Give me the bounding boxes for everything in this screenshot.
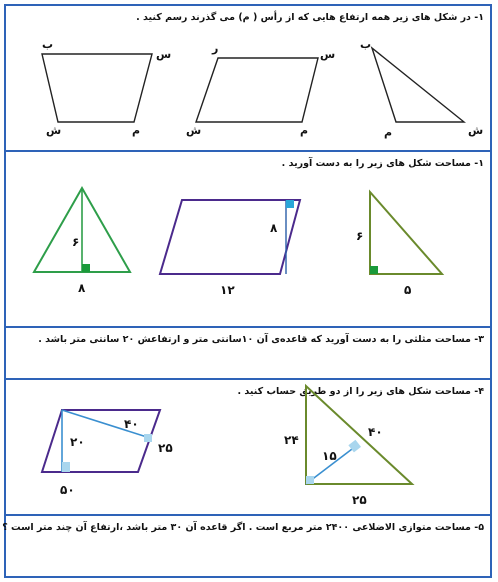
question-5-text: ۵- مساحت متوازی الاضلاعی ۲۴۰۰ متر مربع است . اگر قاعده آن ۳۰ متر باشد ،ارتفاع آن چند متر است ؟ (2, 522, 484, 533)
trapezoid-label-top-right: س (156, 48, 172, 61)
triangle-base-value-label: ۲۵ (352, 493, 367, 507)
trapezoid-label-bottom-left: ش (46, 124, 62, 137)
parallelogram-shape (196, 58, 318, 122)
triangle-corner-mark (306, 476, 314, 484)
right-triangle-base-label: ۵ (404, 283, 412, 297)
triangle-hypotenuse-label: ۴۰ (368, 425, 383, 439)
trapezoid-label-bottom-right: م (132, 124, 141, 137)
section-1 (6, 6, 490, 150)
parallelogram-label-top-right: س (320, 48, 336, 61)
triangle-label-bottom-left: م (384, 126, 393, 139)
obtuse-triangle-shape (372, 48, 464, 122)
parallelogram-diagonal-shape (42, 410, 160, 472)
triangle-base-label: ۸ (78, 281, 86, 295)
triangle-label-top: ب (360, 38, 372, 51)
parallelogram-diagonal-mark (144, 434, 152, 442)
question-2-text: ۱- مساحت شکل های زیر را به دست آورید . (281, 158, 484, 169)
triangle-label-bottom-right: ش (468, 124, 484, 137)
section-2-figures (6, 152, 490, 326)
parallelogram-label-top-left: ر (212, 42, 219, 55)
parallelogram-diagonal-label: ۴۰ (124, 417, 139, 431)
parallelogram-height-label: ۸ (270, 221, 278, 235)
triangle-right-angle-mark (82, 264, 90, 272)
section-4-figures (6, 380, 490, 514)
parallelogram-right-angle-mark (286, 200, 294, 208)
worksheet (4, 4, 492, 578)
right-triangle-height-label: ۶ (356, 229, 364, 243)
right-triangle-right-angle-mark (370, 266, 378, 274)
parallelogram-label-bottom-left: ش (186, 124, 202, 137)
section-1-figures (6, 6, 490, 150)
triangle-altitude-shape (306, 386, 412, 484)
parallelogram-base-label: ۱۲ (220, 283, 235, 297)
trapezoid-shape (42, 54, 152, 122)
section-3 (6, 328, 490, 378)
parallelogram-base-value-label: ۵۰ (60, 483, 75, 497)
triangle-vertical-side-label: ۲۴ (284, 433, 299, 447)
question-1-text: ۱- در شکل های زیر همه ارتفاع هایی که از رأس ( م) می گذرند رسم کنید . (136, 12, 484, 23)
question-4-text: ۴- مساحت شکل های زیر را از دو طریق حساب کنید . (237, 386, 484, 397)
parallelogram-area-shape (160, 200, 300, 274)
parallelogram-height-mark (62, 462, 70, 472)
triangle-height-label: ۶ (72, 235, 80, 249)
parallelogram-label-bottom-right: م (300, 124, 309, 137)
section-2 (6, 152, 490, 326)
trapezoid-label-top-left: ب (42, 38, 54, 51)
section-5 (2, 516, 490, 576)
parallelogram-height-value-label: ۲۰ (70, 435, 85, 449)
right-triangle-shape (370, 192, 442, 274)
question-3-text: ۳- مساحت مثلثی را به دست آورید که قاعده‌ی آن ۱۰سانتی متر و ارتفاعش ۲۰ سانتی متر باشد . (38, 334, 484, 345)
parallelogram-side-label: ۲۵ (158, 441, 173, 455)
triangle-altitude-label: ۱۵ (322, 449, 337, 463)
section-4 (6, 380, 490, 514)
